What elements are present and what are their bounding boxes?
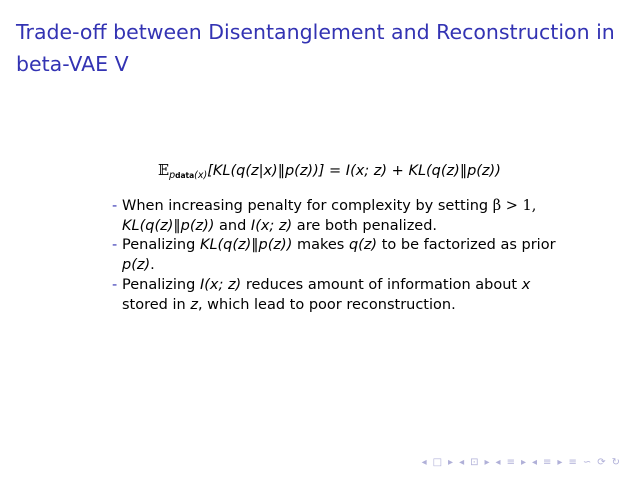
slide-title: Trade-off between Disentanglement and Reconstruction in beta-VAE V xyxy=(16,20,615,76)
nav-part-icon[interactable]: ≡ xyxy=(543,456,552,468)
nav-frame-icon[interactable]: □ xyxy=(432,456,443,468)
equation-lhs: [KL(q(z|x)‖p(z))] xyxy=(207,163,325,179)
nav-next-part-icon[interactable]: ▸ xyxy=(557,456,563,468)
nav-section-icon[interactable]: ≡ xyxy=(506,456,515,468)
equation-equals: = xyxy=(324,163,346,179)
bullet-dash: - xyxy=(112,198,118,214)
bullet-dash: - xyxy=(112,237,118,254)
list-item: - Penalizing I(x; z) reduces amount of information about x stored in z, which lead to poor reconstruction. xyxy=(112,276,531,313)
nav-back-icon[interactable]: ⟳ xyxy=(597,456,606,468)
bullet-dash: - xyxy=(112,276,118,293)
equation-rhs: I(x; z) + KL(q(z)‖p(z)) xyxy=(345,163,501,179)
beamer-navigation[interactable] xyxy=(422,455,620,469)
nav-prev-part-icon[interactable]: ◂ xyxy=(531,456,538,468)
equation xyxy=(158,160,578,187)
nav-prev-section-icon[interactable]: ◂ xyxy=(495,456,501,468)
expectation-symbol: 𝔼 xyxy=(158,163,170,179)
nav-next-subsection-icon[interactable]: ▸ xyxy=(484,456,490,468)
nav-prev-frame-icon[interactable]: ◂ xyxy=(421,456,427,468)
nav-subsection-icon[interactable]: ⊡ xyxy=(470,456,479,468)
nav-next-section-icon[interactable]: ▸ xyxy=(520,456,526,468)
nav-next-frame-icon[interactable]: ▸ xyxy=(448,456,454,468)
bullet-list xyxy=(112,197,582,315)
expectation-subscript: pdata(x) xyxy=(169,170,208,181)
nav-forward-icon[interactable]: ↻ xyxy=(611,456,620,468)
nav-prev-subsection-icon[interactable]: ◂ xyxy=(459,456,465,468)
nav-toc-icon[interactable]: ≡ xyxy=(568,456,577,468)
list-item: - Penalizing KL(q(z)‖p(z)) makes q(z) to be factorized as prior p(z). xyxy=(112,237,556,274)
nav-search-icon[interactable]: ∽ xyxy=(582,456,592,468)
list-item: - When increasing penalty for complexity by setting β > 1, KL(q(z)‖p(z)) and I(x; z) are both penalized. xyxy=(112,198,537,234)
